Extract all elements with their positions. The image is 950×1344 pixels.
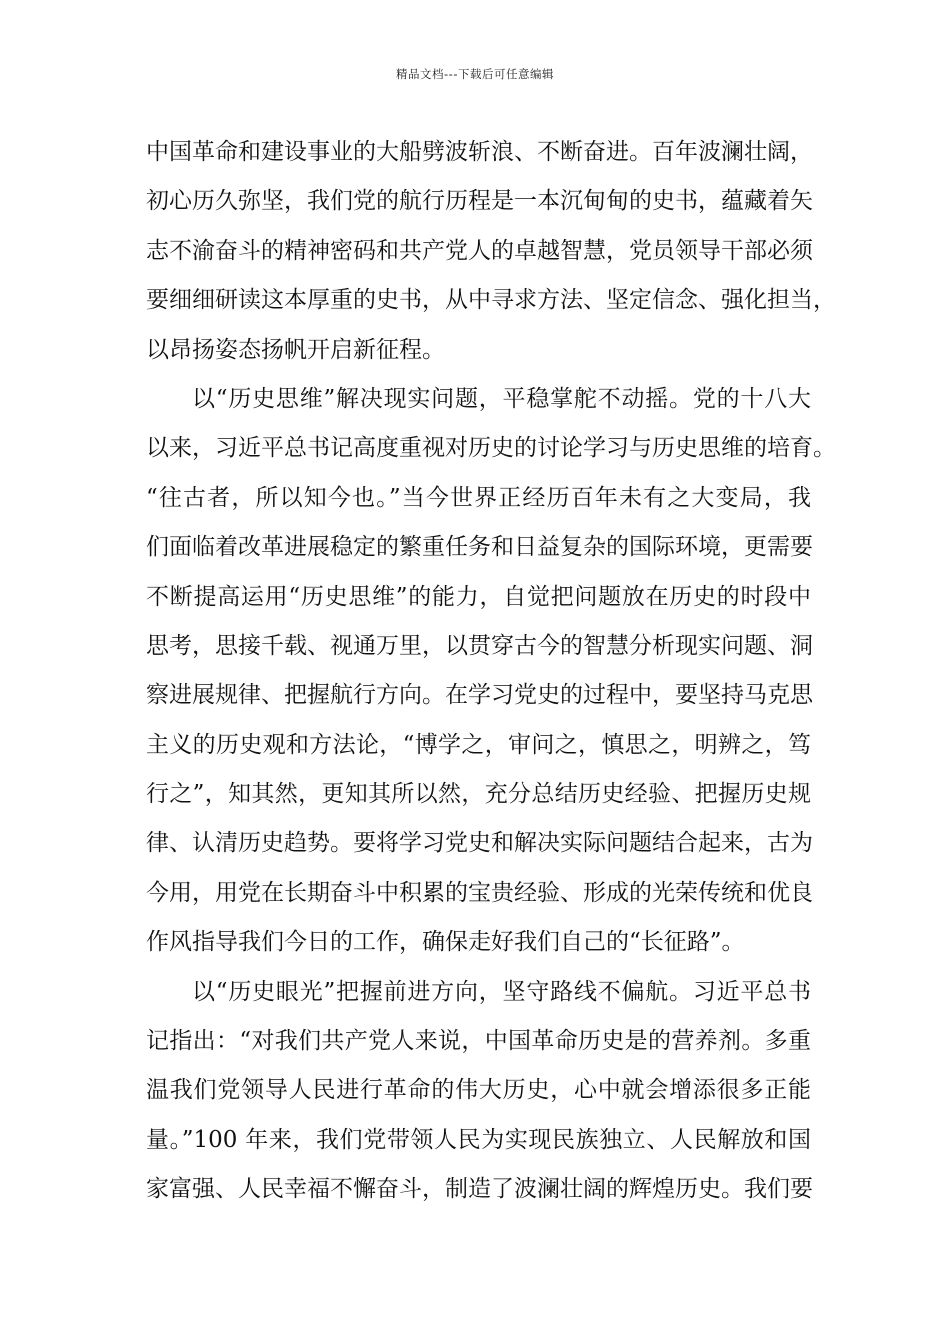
paragraph-2-line-5: 不断提高运用“历史思维”的能力，自觉把问题放在历史的时段中 <box>146 583 811 610</box>
paragraph-2-line-1: 以“历史思维”解决现实问题，平稳掌舵不动摇。党的十八大 <box>192 385 811 412</box>
paragraph-2-line-11: 今用，用党在长期奋斗中积累的宝贵经验、形成的光荣传统和优良 <box>146 879 813 906</box>
paragraph-1-line-5: 以昂扬姿态扬帆开启新征程。 <box>146 336 445 363</box>
paragraph-1-line-4: 要细细研读这本厚重的史书，从中寻求方法、坚定信念、强化担当， <box>146 287 836 314</box>
document-body <box>146 128 836 1215</box>
paragraph-2-line-6: 思考，思接千载、视通万里，以贯穿古今的智慧分析现实问题、洞 <box>146 632 813 659</box>
paragraph-2-line-3: “往古者，所以知今也。”当今世界正经历百年未有之大变局，我 <box>146 484 811 511</box>
paragraph-1-line-3: 志不渝奋斗的精神密码和共产党人的卓越智慧，党员领导干部必须 <box>146 237 813 264</box>
paragraph-3-line-1: 以“历史眼光”把握前进方向，坚守路线不偏航。习近平总书 <box>192 978 811 1005</box>
paragraph-2-line-7: 察进展规律、把握航行方向。在学习党史的过程中，要坚持马克思 <box>146 682 813 709</box>
paragraph-2-line-8: 主义的历史观和方法论，“博学之，审问之，慎思之，明辨之，笃 <box>146 731 811 758</box>
page-header: 精品文档---下载后可任意编辑 <box>396 67 554 81</box>
paragraph-2-line-10: 律、认清历史趋势。要将学习党史和解决实际问题结合起来，古为 <box>146 830 813 857</box>
paragraph-3-line-5: 家富强、人民幸福不懈奋斗，制造了波澜壮阔的辉煌历史。我们要 <box>146 1176 813 1203</box>
paragraph-3-line-4: 量。”100 年来，我们党带领人民为实现民族独立、人民解放和国 <box>146 1126 811 1153</box>
paragraph-2-line-9: 行之”，知其然，更知其所以然，充分总结历史经验、把握历史规 <box>146 781 811 808</box>
paragraph-3-line-2: 记指出：“对我们共产党人来说，中国革命历史是的营养剂。多重 <box>146 1028 811 1055</box>
paragraph-2-line-12: 作风指导我们今日的工作，确保走好我们自己的“长征路”。 <box>146 929 745 956</box>
paragraph-1-line-2: 初心历久弥坚，我们党的航行历程是一本沉甸甸的史书，蕴藏着矢 <box>146 188 813 215</box>
paragraph-2-line-2: 以来，习近平总书记高度重视对历史的讨论学习与历史思维的培育。 <box>146 435 836 462</box>
paragraph-2-line-4: 们面临着改革进展稳定的繁重任务和日益复杂的国际环境，更需要 <box>146 534 813 561</box>
paragraph-1-line-1: 中国革命和建设事业的大船劈波斩浪、不断奋进。百年波澜壮阔， <box>146 139 813 165</box>
paragraph-3-line-3: 温我们党领导人民进行革命的伟大历史，心中就会增添很多正能 <box>146 1077 811 1104</box>
